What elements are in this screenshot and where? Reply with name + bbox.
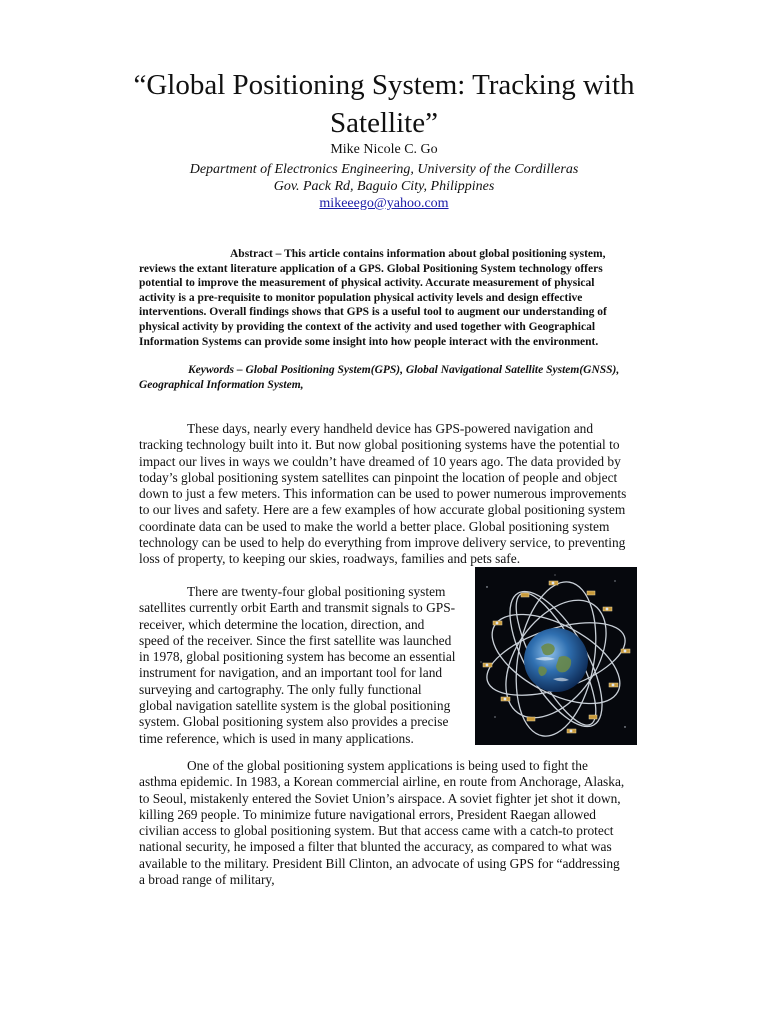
satellite-constellation-image [475,567,637,745]
author-email-link[interactable]: mikeeego@yahoo.com [319,196,449,211]
satellite-constellation-figure [475,567,637,745]
affiliation-address: Gov. Pack Rd, Baguio City, Philippines [273,179,495,194]
affiliation-department: Department of Electronics Engineering, University of the Cordilleras [189,162,579,177]
keywords: Keywords – Global Positioning System(GPS), Global Navigational Satellite System(GNSS), Geographical Information System, [139,364,620,391]
abstract: Abstract – This article contains information about global positioning system, reviews the extant literature application of a GPS. Global Positioning System technology offers potential to improve the measurement of physical activity. Accurate measurement of physical activity is a pre-requisite to monitor population physical activity levels and design effective interventions. Overall findings shows that GPS is a useful tool to augment our understanding of physical activity by providing the context of the activity and used together with Geographical Information Systems can provide some insight into how people interact with the environment. [139,248,607,348]
author-email-line [90,195,678,212]
paper-title: “Global Positioning System: Tracking with Satellite” [133,69,635,139]
body-paragraph-1: These days, nearly every handheld device has GPS-powered navigation and tracking technology built into it. But now global positioning systems have the potential to impact our lives in ways we couldn’t have dreamed of 10 years ago. The data provided by today’s global positioning system satellites can pinpoint the location of people and object down to just a few meters. This information can be used to power numerous improvements to our lives and safety. Here are a few examples of how accurate global positioning system coordinate data can be used to make the world a better place. Global positioning system technology can be used to help do everything from improve delivery service, to preventing loss of property, to keeping our skies, roadways, families and pets safe. [139,421,627,567]
body-paragraph-3: One of the global positioning system applications is being used to fight the asthma epidemic. In 1983, a Korean commercial airline, en route from Anchorage, Alaska, to Seoul, mistakenly entered the Soviet Union’s airspace. A soviet fighter jet shot it down, killing 269 people. To minimize future navigational errors, President Raegan allowed civilian access to global positioning system. But that access came with a catch-to protect national security, he imposed a filter that blunted the accuracy, as compared to what was available to the military. President Bill Clinton, an advocate of using GPS for “addressing a broad range of military, [139,758,625,888]
author-name: Mike Nicole C. Go [330,142,438,157]
body-paragraph-2: There are twenty-four global positioning system satellites currently orbit Earth and transmit signals to GPS-receiver, which determine the location, direction, and speed of the receiver. Since the first satellite was launched in 1978, global positioning system has become an essential instrument for navigation, and an important tool for land surveying and cartography. The only fully functional global navigation satellite system is the global positioning system. Global positioning system also provides a precise time reference, which is used in many applications. [139,584,456,746]
